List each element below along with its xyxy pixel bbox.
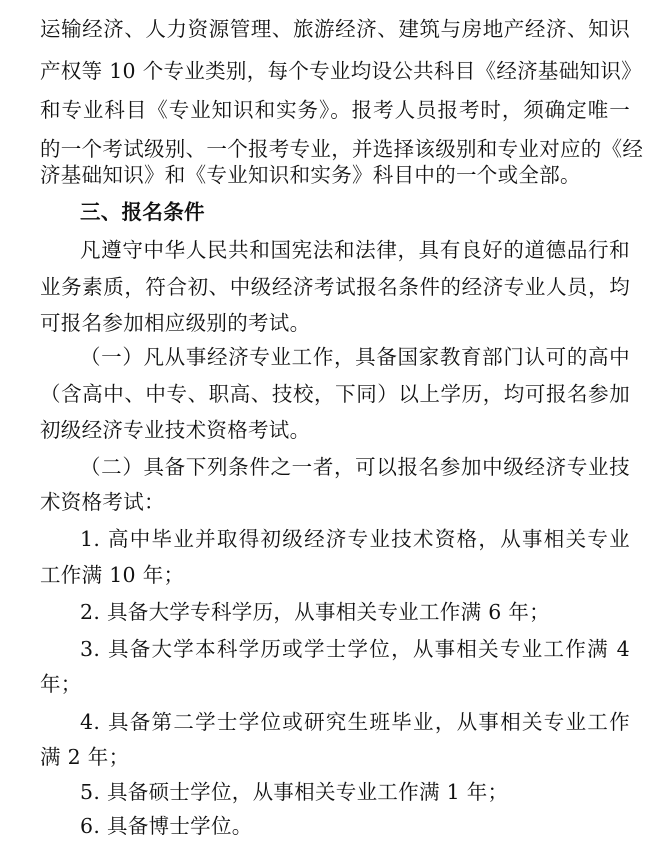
list-item: 1. 高中毕业并取得初级经济专业技术资格，从事相关专业 (80, 527, 630, 551)
paragraph-line: 业务素质，符合初、中级经济考试报名条件的经济专业人员，均 (40, 275, 630, 299)
paragraph-line: （含高中、中专、职高、技校，下同）以上学历，均可报名参加 (40, 382, 630, 406)
list-item: 3. 具备大学本科学历或学士学位，从事相关专业工作满 4 (80, 637, 630, 661)
list-item: 5. 具备硕士学位，从事相关专业工作满 1 年； (80, 780, 509, 804)
paragraph-line: 产权等 10 个专业类别，每个专业均设公共科目《经济基础知识》 (40, 59, 642, 83)
paragraph-line: 运输经济、人力资源管理、旅游经济、建筑与房地产经济、知识 (40, 17, 630, 41)
paragraph-line: 术资格考试： (40, 490, 165, 514)
paragraph-line: 可报名参加相应级别的考试。 (40, 311, 311, 335)
list-item-continuation: 工作满 10 年； (40, 563, 185, 587)
section-heading: 三、报名条件 (80, 200, 205, 224)
paragraph-line: 凡遵守中华人民共和国宪法和法律，具有良好的道德品行和 (80, 238, 630, 262)
list-item: 6. 具备博士学位。 (80, 814, 253, 838)
list-item-continuation: 年； (40, 672, 82, 696)
list-item: 2. 具备大学专科学历，从事相关专业工作满 6 年； (80, 600, 550, 624)
paragraph-line: 济基础知识》和《专业知识和实务》科目中的一个或全部。 (40, 163, 581, 187)
paragraph-line: （一）凡从事经济专业工作，具备国家教育部门认可的高中 (80, 345, 630, 369)
paragraph-line: 和专业科目《专业知识和实务》。报考人员报考时，须确定唯一 (40, 98, 630, 122)
paragraph-line: （二）具备下列条件之一者，可以报名参加中级经济专业技 (80, 455, 630, 479)
list-item: 4. 具备第二学士学位或研究生班毕业，从事相关专业工作 (80, 710, 630, 734)
paragraph-line: 的一个考试级别、一个报考专业，并选择该级别和专业对应的《经 (40, 137, 644, 161)
paragraph-line: 初级经济专业技术资格考试。 (40, 418, 311, 442)
list-item-continuation: 满 2 年； (40, 745, 130, 769)
